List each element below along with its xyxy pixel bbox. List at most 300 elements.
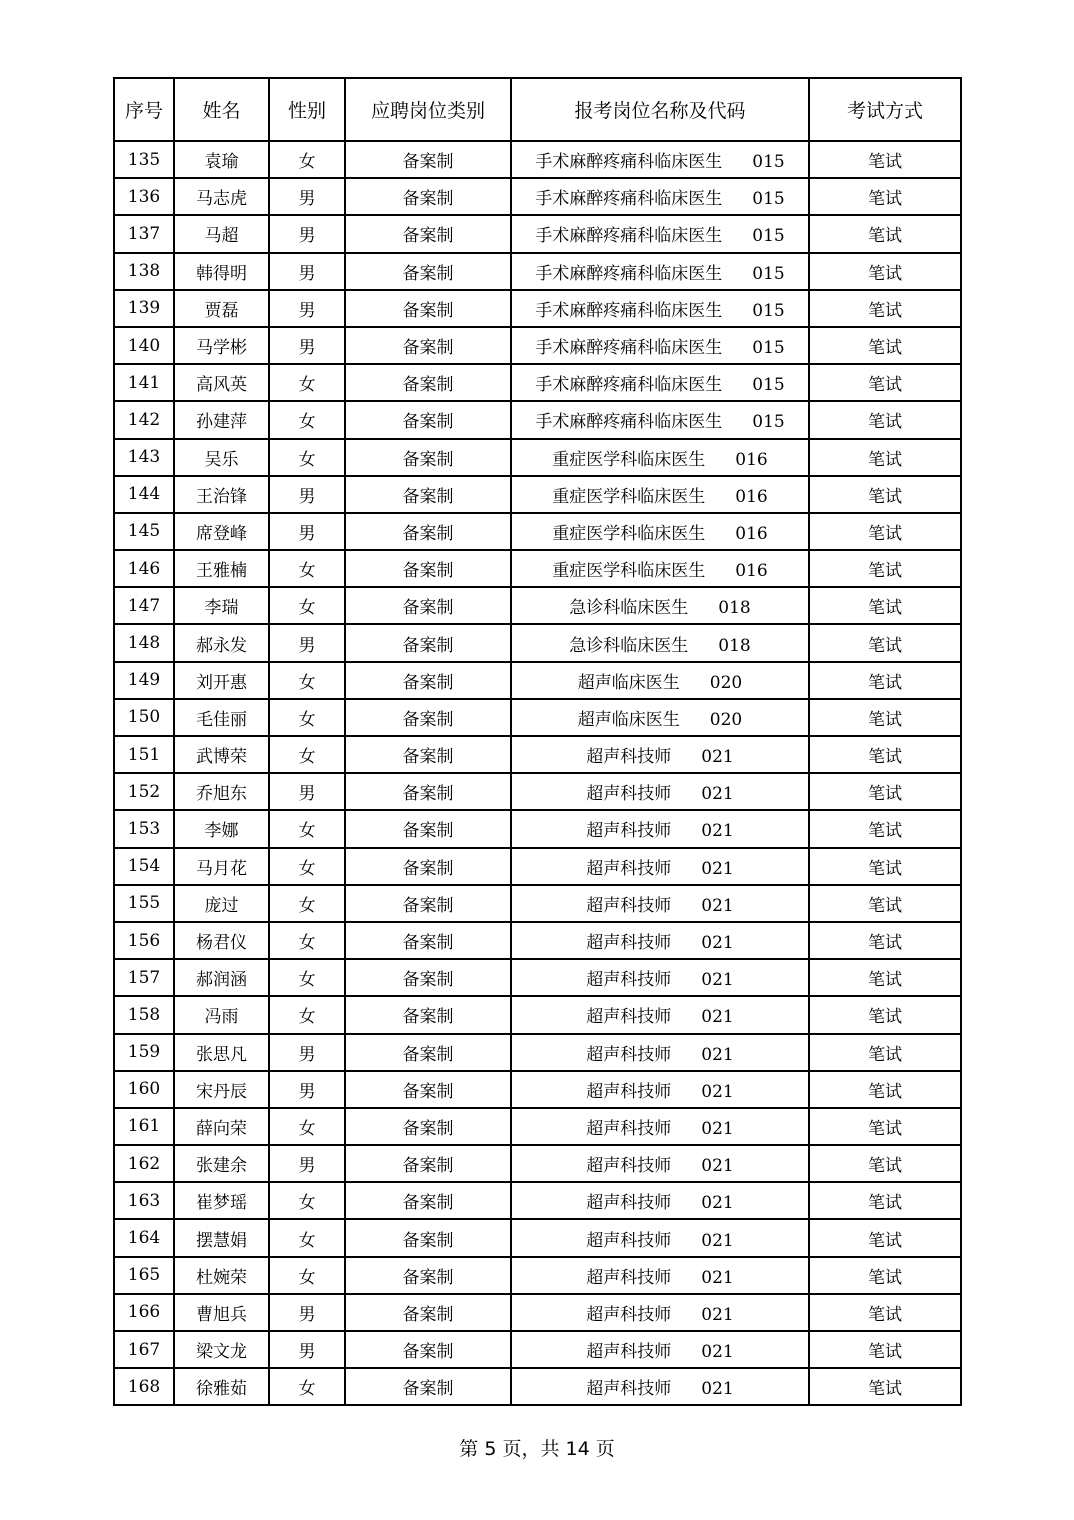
cell-name: 宋丹辰 bbox=[174, 1071, 269, 1108]
cell-exam: 笔试 bbox=[809, 364, 961, 401]
cell-category: 备案制 bbox=[345, 810, 511, 847]
cell-category: 备案制 bbox=[345, 1294, 511, 1331]
table-row bbox=[114, 848, 961, 885]
position-code: 021 bbox=[701, 933, 734, 954]
cell-name: 孙建萍 bbox=[174, 401, 269, 438]
table-row bbox=[114, 1331, 961, 1368]
position-code: 021 bbox=[701, 1342, 734, 1363]
cell-name: 杨君仪 bbox=[174, 922, 269, 959]
cell-position bbox=[511, 141, 809, 178]
position-code: 015 bbox=[752, 226, 785, 247]
cell-position bbox=[511, 253, 809, 290]
position-code: 015 bbox=[752, 152, 785, 173]
position-code: 021 bbox=[701, 784, 734, 805]
header-no: 序号 bbox=[114, 78, 174, 141]
cell-gender: 女 bbox=[269, 662, 345, 699]
cell-category: 备案制 bbox=[345, 215, 511, 252]
position-code: 021 bbox=[701, 1081, 734, 1102]
cell-position bbox=[511, 1034, 809, 1071]
cell-gender: 女 bbox=[269, 439, 345, 476]
table-row bbox=[114, 773, 961, 810]
table-row bbox=[114, 141, 961, 178]
cell-category: 备案制 bbox=[345, 476, 511, 513]
cell-no: 149 bbox=[114, 662, 174, 699]
cell-category: 备案制 bbox=[345, 736, 511, 773]
cell-exam: 笔试 bbox=[809, 253, 961, 290]
position-code: 018 bbox=[718, 598, 751, 619]
table-row bbox=[114, 1294, 961, 1331]
cell-category: 备案制 bbox=[345, 1219, 511, 1256]
position-name: 手术麻醉疼痛科临床医生 bbox=[535, 263, 723, 284]
position-name: 超声科技师 bbox=[586, 933, 672, 954]
position-name: 超声科技师 bbox=[586, 858, 672, 879]
cell-exam: 笔试 bbox=[809, 550, 961, 587]
position-code: 015 bbox=[752, 263, 785, 284]
position-name: 超声科技师 bbox=[586, 1342, 672, 1363]
roster-table bbox=[113, 77, 962, 1406]
cell-exam: 笔试 bbox=[809, 996, 961, 1033]
cell-category: 备案制 bbox=[345, 1182, 511, 1219]
cell-gender: 女 bbox=[269, 1182, 345, 1219]
table-row bbox=[114, 1368, 961, 1405]
position-code: 021 bbox=[701, 1007, 734, 1028]
cell-exam: 笔试 bbox=[809, 1108, 961, 1145]
cell-position bbox=[511, 550, 809, 587]
header-category: 应聘岗位类别 bbox=[345, 78, 511, 141]
position-name: 超声科技师 bbox=[586, 1118, 672, 1139]
position-code: 015 bbox=[752, 300, 785, 321]
table-row bbox=[114, 1034, 961, 1071]
cell-category: 备案制 bbox=[345, 178, 511, 215]
cell-position bbox=[511, 996, 809, 1033]
roster-body bbox=[114, 141, 961, 1405]
position-code: 016 bbox=[735, 561, 768, 582]
cell-category: 备案制 bbox=[345, 959, 511, 996]
table-row bbox=[114, 885, 961, 922]
position-name: 手术麻醉疼痛科临床医生 bbox=[535, 152, 723, 173]
header-row bbox=[114, 78, 961, 141]
cell-exam: 笔试 bbox=[809, 848, 961, 885]
position-name: 超声科技师 bbox=[586, 1267, 672, 1288]
cell-exam: 笔试 bbox=[809, 1182, 961, 1219]
cell-no: 167 bbox=[114, 1331, 174, 1368]
cell-position bbox=[511, 662, 809, 699]
cell-no: 136 bbox=[114, 178, 174, 215]
cell-exam: 笔试 bbox=[809, 810, 961, 847]
header-position: 报考岗位名称及代码 bbox=[511, 78, 809, 141]
cell-no: 158 bbox=[114, 996, 174, 1033]
cell-category: 备案制 bbox=[345, 848, 511, 885]
position-name: 急诊科临床医生 bbox=[569, 635, 689, 656]
table-row bbox=[114, 699, 961, 736]
position-name: 超声临床医生 bbox=[577, 672, 680, 693]
position-name: 超声科技师 bbox=[586, 1193, 672, 1214]
cell-gender: 男 bbox=[269, 178, 345, 215]
cell-exam: 笔试 bbox=[809, 922, 961, 959]
table-row bbox=[114, 513, 961, 550]
cell-no: 161 bbox=[114, 1108, 174, 1145]
cell-name: 刘开惠 bbox=[174, 662, 269, 699]
cell-category: 备案制 bbox=[345, 1145, 511, 1182]
cell-name: 摆慧娟 bbox=[174, 1219, 269, 1256]
cell-no: 137 bbox=[114, 215, 174, 252]
table-row bbox=[114, 178, 961, 215]
cell-gender: 女 bbox=[269, 885, 345, 922]
cell-exam: 笔试 bbox=[809, 699, 961, 736]
position-name: 重症医学科临床医生 bbox=[552, 486, 706, 507]
cell-name: 曹旭兵 bbox=[174, 1294, 269, 1331]
cell-no: 146 bbox=[114, 550, 174, 587]
cell-gender: 女 bbox=[269, 1257, 345, 1294]
cell-gender: 女 bbox=[269, 364, 345, 401]
cell-position bbox=[511, 401, 809, 438]
cell-position bbox=[511, 885, 809, 922]
cell-category: 备案制 bbox=[345, 773, 511, 810]
cell-name: 李瑞 bbox=[174, 587, 269, 624]
cell-category: 备案制 bbox=[345, 885, 511, 922]
cell-name: 王治锋 bbox=[174, 476, 269, 513]
table-row bbox=[114, 253, 961, 290]
position-code: 020 bbox=[709, 709, 743, 730]
position-code: 021 bbox=[701, 821, 734, 842]
cell-gender: 男 bbox=[269, 624, 345, 661]
position-name: 超声科技师 bbox=[586, 1304, 672, 1325]
cell-position bbox=[511, 1368, 809, 1405]
cell-position bbox=[511, 439, 809, 476]
cell-exam: 笔试 bbox=[809, 327, 961, 364]
position-code: 021 bbox=[701, 1304, 734, 1325]
cell-category: 备案制 bbox=[345, 141, 511, 178]
cell-no: 140 bbox=[114, 327, 174, 364]
position-name: 超声科技师 bbox=[586, 1156, 672, 1177]
position-code: 021 bbox=[701, 1267, 734, 1288]
position-code: 021 bbox=[701, 895, 734, 916]
cell-gender: 女 bbox=[269, 810, 345, 847]
cell-no: 141 bbox=[114, 364, 174, 401]
cell-exam: 笔试 bbox=[809, 439, 961, 476]
position-name: 重症医学科临床医生 bbox=[552, 449, 706, 470]
table-row bbox=[114, 1108, 961, 1145]
cell-exam: 笔试 bbox=[809, 1034, 961, 1071]
cell-no: 164 bbox=[114, 1219, 174, 1256]
cell-position bbox=[511, 1071, 809, 1108]
page-footer: 第 5 页，共 14 页 bbox=[459, 1438, 615, 1460]
cell-name: 张思凡 bbox=[174, 1034, 269, 1071]
header-gender: 性别 bbox=[269, 78, 345, 141]
cell-position bbox=[511, 959, 809, 996]
cell-no: 154 bbox=[114, 848, 174, 885]
cell-no: 138 bbox=[114, 253, 174, 290]
cell-category: 备案制 bbox=[345, 290, 511, 327]
cell-category: 备案制 bbox=[345, 1108, 511, 1145]
cell-exam: 笔试 bbox=[809, 1219, 961, 1256]
position-code: 021 bbox=[701, 858, 734, 879]
table-row bbox=[114, 624, 961, 661]
cell-gender: 女 bbox=[269, 922, 345, 959]
cell-exam: 笔试 bbox=[809, 1294, 961, 1331]
cell-category: 备案制 bbox=[345, 699, 511, 736]
cell-category: 备案制 bbox=[345, 996, 511, 1033]
cell-gender: 女 bbox=[269, 587, 345, 624]
position-name: 手术麻醉疼痛科临床医生 bbox=[535, 300, 723, 321]
cell-name: 马月花 bbox=[174, 848, 269, 885]
position-code: 021 bbox=[701, 1118, 734, 1139]
cell-no: 160 bbox=[114, 1071, 174, 1108]
cell-position bbox=[511, 327, 809, 364]
table-row bbox=[114, 439, 961, 476]
cell-no: 145 bbox=[114, 513, 174, 550]
position-name: 超声科技师 bbox=[586, 970, 672, 991]
cell-no: 142 bbox=[114, 401, 174, 438]
position-code: 021 bbox=[701, 1230, 734, 1251]
cell-exam: 笔试 bbox=[809, 1368, 961, 1405]
table-row bbox=[114, 476, 961, 513]
cell-no: 168 bbox=[114, 1368, 174, 1405]
cell-category: 备案制 bbox=[345, 439, 511, 476]
cell-name: 乔旭东 bbox=[174, 773, 269, 810]
position-name: 急诊科临床医生 bbox=[569, 598, 689, 619]
cell-position bbox=[511, 1108, 809, 1145]
cell-name: 马超 bbox=[174, 215, 269, 252]
cell-position bbox=[511, 699, 809, 736]
cell-name: 席登峰 bbox=[174, 513, 269, 550]
cell-position bbox=[511, 476, 809, 513]
cell-exam: 笔试 bbox=[809, 290, 961, 327]
table-row bbox=[114, 587, 961, 624]
cell-name: 庞过 bbox=[174, 885, 269, 922]
cell-gender: 女 bbox=[269, 848, 345, 885]
cell-category: 备案制 bbox=[345, 401, 511, 438]
position-name: 重症医学科临床医生 bbox=[552, 523, 706, 544]
cell-category: 备案制 bbox=[345, 1034, 511, 1071]
position-code: 016 bbox=[735, 486, 768, 507]
cell-exam: 笔试 bbox=[809, 1257, 961, 1294]
cell-no: 156 bbox=[114, 922, 174, 959]
cell-no: 143 bbox=[114, 439, 174, 476]
cell-position bbox=[511, 1294, 809, 1331]
table-row bbox=[114, 1257, 961, 1294]
cell-name: 徐雅茹 bbox=[174, 1368, 269, 1405]
cell-position bbox=[511, 624, 809, 661]
position-code: 021 bbox=[701, 970, 734, 991]
cell-position bbox=[511, 1331, 809, 1368]
cell-position bbox=[511, 1145, 809, 1182]
table-row bbox=[114, 1182, 961, 1219]
cell-position bbox=[511, 513, 809, 550]
cell-exam: 笔试 bbox=[809, 662, 961, 699]
cell-exam: 笔试 bbox=[809, 513, 961, 550]
cell-gender: 女 bbox=[269, 736, 345, 773]
cell-name: 梁文龙 bbox=[174, 1331, 269, 1368]
table-row bbox=[114, 996, 961, 1033]
cell-no: 153 bbox=[114, 810, 174, 847]
cell-gender: 女 bbox=[269, 1219, 345, 1256]
cell-position bbox=[511, 848, 809, 885]
position-name: 手术麻醉疼痛科临床医生 bbox=[535, 375, 723, 396]
cell-no: 152 bbox=[114, 773, 174, 810]
cell-name: 郝永发 bbox=[174, 624, 269, 661]
cell-position bbox=[511, 1257, 809, 1294]
cell-no: 148 bbox=[114, 624, 174, 661]
cell-no: 157 bbox=[114, 959, 174, 996]
cell-no: 165 bbox=[114, 1257, 174, 1294]
cell-category: 备案制 bbox=[345, 513, 511, 550]
cell-no: 163 bbox=[114, 1182, 174, 1219]
cell-name: 高风英 bbox=[174, 364, 269, 401]
cell-category: 备案制 bbox=[345, 550, 511, 587]
table-row bbox=[114, 215, 961, 252]
table-row bbox=[114, 1145, 961, 1182]
cell-category: 备案制 bbox=[345, 662, 511, 699]
cell-name: 马志虎 bbox=[174, 178, 269, 215]
position-name: 超声科技师 bbox=[586, 1007, 672, 1028]
position-code: 015 bbox=[752, 189, 785, 210]
table-row bbox=[114, 810, 961, 847]
cell-gender: 男 bbox=[269, 513, 345, 550]
position-name: 超声科技师 bbox=[586, 1230, 672, 1251]
cell-exam: 笔试 bbox=[809, 624, 961, 661]
position-name: 手术麻醉疼痛科临床医生 bbox=[535, 226, 723, 247]
cell-exam: 笔试 bbox=[809, 587, 961, 624]
cell-no: 139 bbox=[114, 290, 174, 327]
cell-exam: 笔试 bbox=[809, 885, 961, 922]
cell-name: 吴乐 bbox=[174, 439, 269, 476]
cell-position bbox=[511, 810, 809, 847]
cell-name: 毛佳丽 bbox=[174, 699, 269, 736]
position-name: 超声科技师 bbox=[586, 821, 672, 842]
cell-position bbox=[511, 1219, 809, 1256]
cell-position bbox=[511, 364, 809, 401]
cell-position bbox=[511, 215, 809, 252]
cell-position bbox=[511, 922, 809, 959]
position-name: 手术麻醉疼痛科临床医生 bbox=[535, 189, 723, 210]
cell-gender: 男 bbox=[269, 1294, 345, 1331]
table-row bbox=[114, 1219, 961, 1256]
position-code: 021 bbox=[701, 1044, 734, 1065]
cell-category: 备案制 bbox=[345, 624, 511, 661]
header-name: 姓名 bbox=[174, 78, 269, 141]
table-row bbox=[114, 736, 961, 773]
table-row bbox=[114, 364, 961, 401]
cell-position bbox=[511, 290, 809, 327]
cell-gender: 男 bbox=[269, 773, 345, 810]
position-name: 超声科技师 bbox=[586, 1044, 672, 1065]
cell-gender: 女 bbox=[269, 699, 345, 736]
table-row bbox=[114, 290, 961, 327]
cell-exam: 笔试 bbox=[809, 1071, 961, 1108]
position-code: 015 bbox=[752, 338, 785, 359]
cell-category: 备案制 bbox=[345, 1368, 511, 1405]
cell-name: 王雅楠 bbox=[174, 550, 269, 587]
cell-gender: 女 bbox=[269, 141, 345, 178]
cell-position bbox=[511, 178, 809, 215]
cell-name: 张建余 bbox=[174, 1145, 269, 1182]
cell-category: 备案制 bbox=[345, 364, 511, 401]
cell-exam: 笔试 bbox=[809, 1145, 961, 1182]
position-name: 超声科技师 bbox=[586, 1081, 672, 1102]
table-row bbox=[114, 922, 961, 959]
cell-gender: 男 bbox=[269, 253, 345, 290]
position-name: 手术麻醉疼痛科临床医生 bbox=[535, 338, 723, 359]
cell-position bbox=[511, 1182, 809, 1219]
cell-no: 150 bbox=[114, 699, 174, 736]
position-code: 021 bbox=[701, 1156, 734, 1177]
cell-position bbox=[511, 773, 809, 810]
position-code: 020 bbox=[709, 672, 743, 693]
cell-gender: 男 bbox=[269, 1331, 345, 1368]
cell-gender: 男 bbox=[269, 1034, 345, 1071]
position-code: 015 bbox=[752, 375, 785, 396]
position-name: 重症医学科临床医生 bbox=[552, 561, 706, 582]
cell-gender: 男 bbox=[269, 1071, 345, 1108]
cell-no: 144 bbox=[114, 476, 174, 513]
position-name: 超声科技师 bbox=[586, 784, 672, 805]
position-name: 手术麻醉疼痛科临床医生 bbox=[535, 412, 723, 433]
cell-gender: 女 bbox=[269, 996, 345, 1033]
cell-gender: 男 bbox=[269, 215, 345, 252]
cell-gender: 女 bbox=[269, 550, 345, 587]
cell-category: 备案制 bbox=[345, 1257, 511, 1294]
cell-exam: 笔试 bbox=[809, 1331, 961, 1368]
position-code: 016 bbox=[735, 523, 768, 544]
cell-gender: 女 bbox=[269, 401, 345, 438]
cell-category: 备案制 bbox=[345, 587, 511, 624]
table-row bbox=[114, 959, 961, 996]
cell-exam: 笔试 bbox=[809, 959, 961, 996]
header-exam: 考试方式 bbox=[809, 78, 961, 141]
cell-gender: 女 bbox=[269, 1108, 345, 1145]
cell-no: 155 bbox=[114, 885, 174, 922]
cell-name: 李娜 bbox=[174, 810, 269, 847]
position-name: 超声科技师 bbox=[586, 895, 672, 916]
cell-name: 贾磊 bbox=[174, 290, 269, 327]
table-row bbox=[114, 1071, 961, 1108]
cell-name: 武博荣 bbox=[174, 736, 269, 773]
cell-name: 崔梦瑶 bbox=[174, 1182, 269, 1219]
cell-no: 135 bbox=[114, 141, 174, 178]
cell-exam: 笔试 bbox=[809, 736, 961, 773]
table-row bbox=[114, 401, 961, 438]
cell-name: 韩得明 bbox=[174, 253, 269, 290]
cell-position bbox=[511, 587, 809, 624]
cell-no: 151 bbox=[114, 736, 174, 773]
position-name: 超声临床医生 bbox=[577, 709, 680, 730]
position-code: 021 bbox=[701, 747, 734, 768]
cell-exam: 笔试 bbox=[809, 141, 961, 178]
cell-name: 薛向荣 bbox=[174, 1108, 269, 1145]
cell-gender: 男 bbox=[269, 290, 345, 327]
position-name: 超声科技师 bbox=[586, 1379, 672, 1400]
table-row bbox=[114, 662, 961, 699]
cell-exam: 笔试 bbox=[809, 476, 961, 513]
position-code: 021 bbox=[701, 1193, 734, 1214]
cell-category: 备案制 bbox=[345, 1071, 511, 1108]
cell-no: 162 bbox=[114, 1145, 174, 1182]
cell-gender: 男 bbox=[269, 1145, 345, 1182]
cell-category: 备案制 bbox=[345, 253, 511, 290]
cell-no: 159 bbox=[114, 1034, 174, 1071]
cell-name: 冯雨 bbox=[174, 996, 269, 1033]
cell-gender: 男 bbox=[269, 327, 345, 364]
table-row bbox=[114, 550, 961, 587]
cell-category: 备案制 bbox=[345, 1331, 511, 1368]
cell-exam: 笔试 bbox=[809, 401, 961, 438]
cell-name: 杜婉荣 bbox=[174, 1257, 269, 1294]
cell-category: 备案制 bbox=[345, 922, 511, 959]
position-code: 016 bbox=[735, 449, 768, 470]
cell-gender: 男 bbox=[269, 476, 345, 513]
cell-name: 马学彬 bbox=[174, 327, 269, 364]
